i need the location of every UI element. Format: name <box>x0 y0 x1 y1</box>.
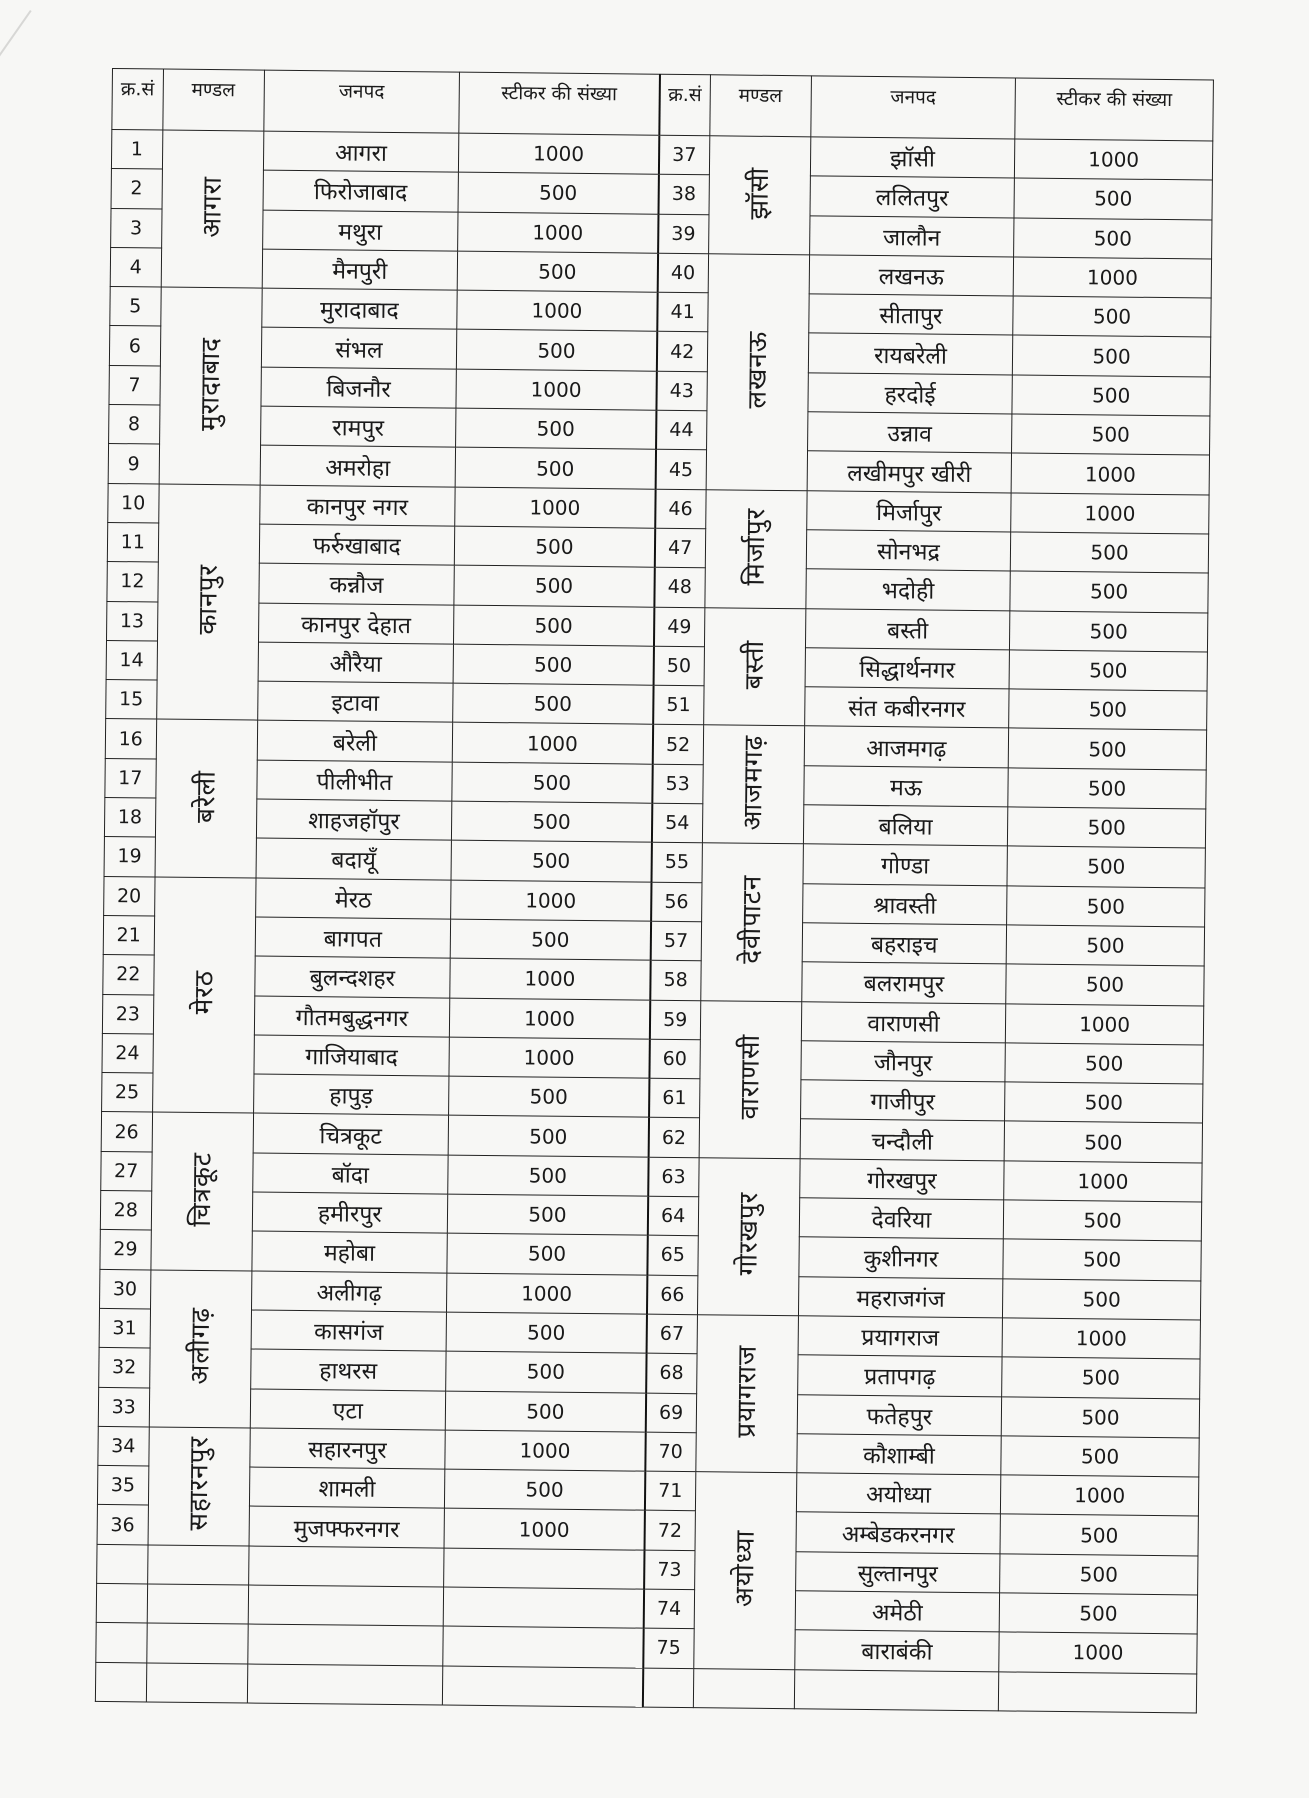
district-cell: लखीमपुर खीरी <box>807 451 1012 492</box>
mandal-cell <box>700 843 803 1001</box>
serial-number-cell: 61 <box>649 1078 700 1118</box>
empty-cell <box>643 1668 694 1708</box>
serial-number-cell: 42 <box>657 332 708 372</box>
serial-number-cell: 69 <box>645 1393 696 1433</box>
district-cell: फिरोजाबाद <box>263 170 459 211</box>
mandal-label: आजमगढ़ <box>737 734 769 831</box>
serial-number-cell: 37 <box>659 135 710 175</box>
serial-number-cell: 9 <box>108 444 159 484</box>
district-cell: प्रतापगढ़ <box>797 1355 1002 1396</box>
district-cell: बलिया <box>803 805 1008 846</box>
mandal-label: अयोध्या <box>729 1529 761 1607</box>
empty-cell <box>147 1545 248 1585</box>
mandal-cell <box>159 287 262 485</box>
empty-cell <box>794 1669 999 1710</box>
sticker-count-cell: 500 <box>1003 1200 1201 1241</box>
sticker-count-cell: 500 <box>1012 335 1210 376</box>
serial-number-cell: 39 <box>658 214 709 254</box>
mandal-label: कानपुर <box>192 564 224 636</box>
district-cell: बदायूँ <box>256 838 452 879</box>
serial-number-cell: 62 <box>648 1118 699 1158</box>
sticker-count-cell: 1000 <box>450 958 650 999</box>
serial-number-cell: 43 <box>656 371 707 411</box>
district-cell: लखनऊ <box>809 255 1014 296</box>
district-cell: अमेठी <box>795 1591 1000 1632</box>
district-cell: औरैया <box>258 642 454 683</box>
sticker-count-cell: 500 <box>1010 610 1208 651</box>
sticker-count-cell: 1000 <box>444 1508 644 1549</box>
header-count-right: स्टीकर की संख्या <box>1015 78 1213 141</box>
sticker-count-cell: 500 <box>1004 1121 1202 1162</box>
serial-number-cell: 48 <box>654 567 705 607</box>
district-cell: रायबरेली <box>808 333 1013 374</box>
serial-number-cell: 20 <box>104 876 155 916</box>
sticker-count-cell: 1000 <box>999 1632 1197 1673</box>
sticker-count-cell: 1000 <box>458 212 658 253</box>
serial-number-cell: 57 <box>650 921 701 961</box>
empty-cell <box>96 1583 147 1623</box>
district-cell: बाराबंकी <box>795 1630 1000 1671</box>
serial-number-cell: 17 <box>105 758 156 798</box>
sticker-count-cell: 500 <box>1005 1082 1203 1123</box>
mandal-cell <box>699 1000 802 1158</box>
sticker-count-cell: 500 <box>1001 1396 1199 1437</box>
serial-number-cell: 74 <box>643 1589 694 1629</box>
district-cell: बलरामपुर <box>802 962 1007 1003</box>
sticker-count-cell: 500 <box>1006 925 1204 966</box>
district-cell: हापुड़ <box>253 1074 449 1115</box>
serial-number-cell: 11 <box>107 522 158 562</box>
district-cell: मैनपुरी <box>262 249 458 290</box>
serial-number-cell: 12 <box>107 562 158 602</box>
district-cell: जौनपुर <box>801 1041 1006 1082</box>
empty-cell <box>248 1546 444 1587</box>
district-cell: शाहजहॉपुर <box>256 799 452 840</box>
serial-number-cell: 36 <box>97 1505 148 1545</box>
serial-number-cell: 15 <box>106 680 157 720</box>
serial-number-cell: 5 <box>110 287 161 327</box>
serial-number-cell: 47 <box>654 528 705 568</box>
district-cell: फतेहपुर <box>797 1394 1002 1435</box>
serial-number-cell: 38 <box>658 175 709 215</box>
header-mandal-left: मण्डल <box>162 69 264 131</box>
sticker-count-cell: 1000 <box>457 290 657 331</box>
serial-number-cell: 72 <box>644 1511 695 1551</box>
header-count-left: स्टीकर की संख्या <box>459 72 660 135</box>
mandal-cell <box>161 130 264 288</box>
serial-number-cell: 21 <box>103 915 154 955</box>
district-cell: गाजियाबाद <box>254 1035 450 1076</box>
serial-number-cell: 63 <box>648 1157 699 1197</box>
sticker-count-cell: 500 <box>1010 532 1208 573</box>
header-sn-left: क्र.सं <box>112 69 163 131</box>
sticker-count-cell: 500 <box>1000 1554 1198 1595</box>
mandal-label: बस्ती <box>739 639 770 690</box>
district-cell: मऊ <box>804 766 1009 807</box>
sticker-count-cell: 500 <box>453 683 653 724</box>
district-cell: अयोध्या <box>796 1473 1001 1514</box>
serial-number-cell: 4 <box>110 247 161 287</box>
mandal-label: सहारनपुर <box>183 1436 215 1532</box>
serial-number-cell: 13 <box>107 601 158 641</box>
sticker-count-cell: 1000 <box>1011 493 1209 534</box>
district-cell: देवरिया <box>799 1198 1004 1239</box>
sticker-count-cell: 500 <box>447 1233 647 1274</box>
district-cell: मथुरा <box>262 210 458 251</box>
serial-number-cell: 16 <box>105 719 156 759</box>
district-cell: ललितपुर <box>810 176 1015 217</box>
serial-number-cell: 34 <box>98 1426 149 1466</box>
district-cell: चित्रकूट <box>253 1113 449 1154</box>
district-cell: सिद्धार्थनगर <box>805 648 1010 689</box>
empty-cell <box>247 1624 443 1665</box>
district-cell: मुरादाबाद <box>261 288 457 329</box>
district-cell: महराजगंज <box>798 1276 1003 1317</box>
serial-number-cell: 46 <box>655 489 706 529</box>
district-cell: बुलन्दशहर <box>254 956 450 997</box>
serial-number-cell: 41 <box>657 292 708 332</box>
district-cell: कासगंज <box>251 1310 447 1351</box>
serial-number-cell: 10 <box>108 483 159 523</box>
district-cell: अलीगढ़ <box>251 1271 447 1312</box>
mandal-cell <box>152 877 256 1114</box>
serial-number-cell: 1 <box>111 130 162 170</box>
district-cell: एटा <box>250 1389 446 1430</box>
serial-number-cell: 14 <box>106 640 157 680</box>
serial-number-cell: 60 <box>649 1039 700 1079</box>
sticker-count-cell: 500 <box>454 565 654 606</box>
sticker-count-cell: 500 <box>1007 846 1205 887</box>
sticker-count-cell: 1000 <box>450 998 650 1039</box>
sticker-count-cell: 500 <box>445 1469 645 1510</box>
sticker-count-cell: 500 <box>449 1076 649 1117</box>
district-cell: आगरा <box>263 131 459 172</box>
table-body <box>95 130 1212 1713</box>
district-cell: फर्रुखाबाद <box>259 524 455 565</box>
mandal-label: बरेली <box>190 769 222 823</box>
district-cell: सहारनपुर <box>249 1428 445 1469</box>
district-cell: कौशाम्बी <box>797 1434 1002 1475</box>
mandal-label: झॉसी <box>744 166 775 220</box>
district-cell: गोण्डा <box>803 844 1008 885</box>
serial-number-cell: 53 <box>652 764 703 804</box>
sticker-count-cell: 1000 <box>447 1273 647 1314</box>
serial-number-cell: 75 <box>643 1628 694 1668</box>
empty-cell <box>95 1662 146 1702</box>
sticker-count-cell: 500 <box>457 251 657 292</box>
sticker-count-cell: 500 <box>1002 1357 1200 1398</box>
district-cell: बागपत <box>255 917 451 958</box>
district-cell: बहराइच <box>802 923 1007 964</box>
mandal-label: मेरठ <box>188 970 220 1015</box>
header-district-left: जनपद <box>263 70 459 133</box>
sticker-count-cell: 500 <box>1014 178 1212 219</box>
serial-number-cell: 70 <box>645 1432 696 1472</box>
district-cell: बरेली <box>257 721 453 762</box>
mandal-label: लखनऊ <box>742 330 774 409</box>
sticker-count-cell: 500 <box>1012 414 1210 455</box>
sticker-count-cell: 500 <box>1013 296 1211 337</box>
sticker-count-cell: 1000 <box>1013 257 1211 298</box>
empty-cell <box>147 1584 248 1624</box>
empty-cell <box>97 1544 148 1584</box>
district-cell: हाथरस <box>250 1349 446 1390</box>
empty-cell <box>443 1626 643 1667</box>
serial-number-cell: 28 <box>100 1190 151 1230</box>
sticker-count-cell: 500 <box>451 840 651 881</box>
district-cell: कानपुर नगर <box>259 485 455 526</box>
empty-cell <box>444 1548 644 1589</box>
sticker-count-cell: 1000 <box>1002 1318 1200 1359</box>
district-cell: चन्दौली <box>800 1119 1005 1160</box>
serial-number-cell: 67 <box>646 1314 697 1354</box>
sticker-count-cell: 1000 <box>445 1430 645 1471</box>
district-cell: बस्ती <box>805 608 1010 649</box>
mandal-cell <box>693 1472 796 1670</box>
district-cell: आजमगढ़ <box>804 726 1009 767</box>
mandal-label: प्रयागराज <box>731 1344 763 1438</box>
district-cell: झॉसी <box>810 137 1015 178</box>
sticker-count-cell: 500 <box>446 1312 646 1353</box>
serial-number-cell: 40 <box>657 253 708 293</box>
serial-number-cell: 65 <box>647 1235 698 1275</box>
sticker-count-cell: 500 <box>1008 807 1206 848</box>
header-sn-right: क्र.सं <box>659 74 710 136</box>
serial-number-cell: 24 <box>102 1033 153 1073</box>
district-cell: कुशीनगर <box>799 1237 1004 1278</box>
mandal-cell <box>155 719 258 877</box>
sticker-count-cell: 1000 <box>1015 139 1213 180</box>
sticker-count-cell: 1000 <box>449 1037 649 1078</box>
sticker-count-cell: 500 <box>448 1194 648 1235</box>
sticker-count-cell: 500 <box>458 172 658 213</box>
sticker-count-cell: 500 <box>1006 964 1204 1005</box>
mandal-label: चित्रकूट <box>186 1151 218 1227</box>
empty-cell <box>443 1587 643 1628</box>
header-district-right: जनपद <box>811 76 1016 139</box>
sticker-count-cell: 500 <box>1010 571 1208 612</box>
district-cell: गौतमबुद्धनगर <box>254 996 450 1037</box>
district-cell: बॉदा <box>252 1153 448 1194</box>
serial-number-cell: 49 <box>654 607 705 647</box>
sticker-count-cell: 500 <box>455 447 655 488</box>
sticker-count-cell: 1000 <box>452 723 652 764</box>
sticker-count-cell: 500 <box>1003 1239 1201 1280</box>
serial-number-cell: 64 <box>647 1196 698 1236</box>
empty-cell <box>146 1623 247 1663</box>
district-cell: हरदोई <box>808 373 1013 414</box>
serial-number-cell: 30 <box>100 1269 151 1309</box>
mandal-cell <box>696 1315 799 1473</box>
serial-number-cell: 2 <box>111 169 162 209</box>
sticker-count-cell: 1000 <box>451 880 651 921</box>
sticker-count-cell: 500 <box>448 1155 648 1196</box>
serial-number-cell: 51 <box>653 685 704 725</box>
district-cell: मुजफ्फरनगर <box>249 1506 445 1547</box>
empty-cell <box>247 1664 443 1705</box>
mandal-cell <box>149 1270 252 1428</box>
mandal-cell <box>705 489 807 608</box>
mandal-cell <box>702 725 804 844</box>
district-cell: संत कबीरनगर <box>804 687 1009 728</box>
district-cell: संभल <box>261 328 457 369</box>
sticker-count-cell: 500 <box>1001 1436 1199 1477</box>
district-cell: श्रावस्ती <box>802 883 1007 924</box>
sticker-count-cell: 500 <box>1012 375 1210 416</box>
sticker-count-cell: 1000 <box>1011 453 1209 494</box>
serial-number-cell: 50 <box>653 646 704 686</box>
sticker-count-cell: 500 <box>1009 689 1207 730</box>
mandal-label: मुरादाबाद <box>194 336 226 431</box>
serial-number-cell: 27 <box>101 1151 152 1191</box>
sticker-count-cell: 1000 <box>1005 1003 1203 1044</box>
district-cell: हमीरपुर <box>252 1192 448 1233</box>
sticker-count-cell: 500 <box>457 330 657 371</box>
serial-number-cell: 44 <box>656 410 707 450</box>
mandal-label: मिर्जापुर <box>740 507 772 586</box>
empty-cell <box>146 1663 247 1703</box>
district-cell: सीतापुर <box>809 294 1014 335</box>
serial-number-cell: 73 <box>644 1550 695 1590</box>
mandal-label: देवीपाटन <box>736 874 768 965</box>
empty-cell <box>96 1623 147 1663</box>
district-cell: कन्नौज <box>259 563 455 604</box>
sticker-count-cell: 500 <box>1009 650 1207 691</box>
sticker-count-cell: 500 <box>452 762 652 803</box>
serial-number-cell: 68 <box>646 1353 697 1393</box>
district-cell: इटावा <box>257 681 453 722</box>
serial-number-cell: 23 <box>102 994 153 1034</box>
serial-number-cell: 55 <box>651 843 702 883</box>
empty-cell <box>693 1668 794 1708</box>
mandal-label: आगरा <box>196 175 228 238</box>
sticker-count-cell: 1000 <box>455 487 655 528</box>
mandal-cell <box>156 484 260 721</box>
table-header-row <box>112 69 1214 142</box>
mandal-cell <box>703 607 805 726</box>
sticker-count-cell: 500 <box>1005 1043 1203 1084</box>
district-cell: उन्नाव <box>807 412 1012 453</box>
district-cell: अमरोहा <box>260 445 456 486</box>
serial-number-cell: 18 <box>104 798 155 838</box>
district-cell: बिजनौर <box>261 367 457 408</box>
serial-number-cell: 19 <box>104 837 155 877</box>
district-cell: पीलीभीत <box>256 760 452 801</box>
mandal-cell <box>706 254 810 491</box>
district-cell: मिर्जापुर <box>806 490 1011 531</box>
serial-number-cell: 26 <box>101 1112 152 1152</box>
sticker-count-cell: 500 <box>454 526 654 567</box>
district-cell: गाजीपुर <box>800 1080 1005 1121</box>
sticker-count-cell: 1000 <box>1004 1161 1202 1202</box>
district-cell: भदोही <box>806 569 1011 610</box>
serial-number-cell: 66 <box>647 1275 698 1315</box>
district-cell: गोरखपुर <box>799 1158 1004 1199</box>
district-cell: वाराणसी <box>801 1001 1006 1042</box>
sticker-count-cell: 500 <box>1007 886 1205 927</box>
serial-number-cell: 29 <box>100 1230 151 1270</box>
mandal-label: वाराणसी <box>734 1033 766 1120</box>
district-cell: मेरठ <box>255 878 451 919</box>
district-cell: रामपुर <box>260 406 456 447</box>
district-cell: कानपुर देहात <box>258 603 454 644</box>
serial-number-cell: 52 <box>652 725 703 765</box>
sticker-count-cell: 500 <box>1014 218 1212 259</box>
sticker-count-cell: 500 <box>454 605 654 646</box>
sticker-count-cell: 500 <box>450 919 650 960</box>
sticker-allocation-sheet <box>95 68 1214 1713</box>
sticker-count-cell: 1000 <box>1001 1475 1199 1516</box>
sticker-count-cell: 500 <box>448 1116 648 1157</box>
serial-number-cell: 32 <box>99 1348 150 1388</box>
empty-cell <box>998 1671 1196 1712</box>
serial-number-cell: 35 <box>97 1466 148 1506</box>
serial-number-cell: 7 <box>109 365 160 405</box>
sticker-count-cell: 500 <box>999 1593 1197 1634</box>
sticker-count-cell: 500 <box>445 1391 645 1432</box>
sticker-count-cell: 1000 <box>459 133 659 174</box>
district-cell: महोबा <box>252 1231 448 1272</box>
sticker-count-cell: 500 <box>456 408 656 449</box>
sticker-count-cell: 500 <box>452 801 652 842</box>
district-cell: अम्बेडकरनगर <box>796 1512 1001 1553</box>
serial-number-cell: 8 <box>109 405 160 445</box>
serial-number-cell: 22 <box>103 955 154 995</box>
district-cell: शामली <box>249 1467 445 1508</box>
empty-cell <box>443 1666 643 1707</box>
serial-number-cell: 6 <box>109 326 160 366</box>
mandal-label: अलीगढ़ <box>184 1307 216 1386</box>
mandal-cell <box>697 1157 800 1315</box>
empty-cell <box>248 1585 444 1626</box>
sticker-count-cell: 1000 <box>456 369 656 410</box>
serial-number-cell: 58 <box>650 960 701 1000</box>
sticker-count-cell: 500 <box>453 644 653 685</box>
sticker-count-cell: 500 <box>1008 728 1206 769</box>
header-mandal-right: मण्डल <box>710 75 812 137</box>
sticker-count-cell: 500 <box>1000 1514 1198 1555</box>
serial-number-cell: 56 <box>651 882 702 922</box>
sticker-count-cell: 500 <box>1008 768 1206 809</box>
serial-number-cell: 3 <box>111 208 162 248</box>
district-cell: जालौन <box>809 215 1014 256</box>
serial-number-cell: 71 <box>645 1471 696 1511</box>
mandal-cell <box>148 1427 250 1546</box>
mandal-label: गोरखपुर <box>733 1192 764 1277</box>
mandal-cell <box>708 136 810 255</box>
mandal-cell <box>150 1112 253 1270</box>
district-cell: प्रयागराज <box>798 1316 1003 1357</box>
serial-number-cell: 54 <box>652 803 703 843</box>
serial-number-cell: 25 <box>102 1073 153 1113</box>
serial-number-cell: 33 <box>98 1387 149 1427</box>
serial-number-cell: 31 <box>99 1308 150 1348</box>
district-cell: सुल्तानपुर <box>795 1551 1000 1592</box>
serial-number-cell: 59 <box>650 1000 701 1040</box>
sticker-count-cell: 500 <box>1003 1279 1201 1320</box>
sticker-allocation-table <box>95 68 1214 1713</box>
serial-number-cell: 45 <box>655 450 706 490</box>
sticker-count-cell: 500 <box>446 1351 646 1392</box>
district-cell: सोनभद्र <box>806 530 1011 571</box>
